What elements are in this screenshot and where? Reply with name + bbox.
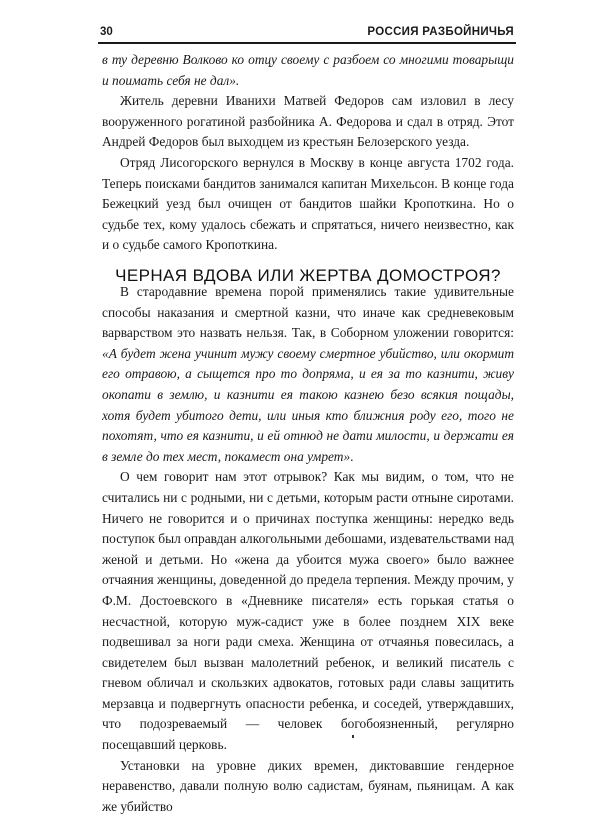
paragraph-gender-inequality: Установки на уровне диких времен, диктовавшие гендерное неравенство, давали полную волю садистам, буянам, пьяницам. А как же убийство (102, 757, 514, 814)
print-mark (352, 735, 354, 738)
quote-continuation: в ту деревню Волково ко отцу своему с разбоем со многими товарыщи и поимать себя не дал». (102, 52, 514, 88)
section-heading: ЧЕРНАЯ ВДОВА ИЛИ ЖЕРТВА ДОМОСТРОЯ? (115, 266, 501, 286)
paragraph-intro-text: В стародавние времена порой применялись такие удивительные способы наказания и смертной казни, что иначе как средневековым варварством это назвать нельзя. Так, в Соборном уложении говорится: (102, 284, 514, 341)
page-header (98, 24, 516, 44)
paragraph-sobornoe-ulozhenie (102, 282, 514, 467)
paragraph-dostoevsky: О чем говорит нам этот отрывок? Как мы видим, о том, что не считались ни с родными, ни с детьми, которым расти отныне сиротами. Ничего не говорится и о причинах поступка женщины: нередко ведь поступок был оправдан алкогольными дебошами, издевательствами над женой и детьми. Но «жена да убоится мужа своего» было важнее отчаяния женщины, доведенной до предела терпения. Между прочим, у Ф.М. Достоевского в «Дневнике писателя» есть горькая статья о несчастной, которую муж-садист уже в более позднем XIX веке подвешивал за ноги ради смеха. Женщина от отчаянья повесилась, а свидетелем был вызван малолетний ребенок, и великий писатель с гневом обличал и скользких адвокатов, готовых ради славы защитить мерзавца и подвергнуть опасности ребенка, и соседей, утверждавших, что подозреваемый — человек богобоязненный, регулярно посещавший церковь. (102, 469, 514, 753)
paragraph-fedorov: Житель деревни Иванихи Матвей Федоров сам изловил в лесу вооруженного рогатиной разбойника А. Федорова и сдал в отряд. Этот Андрей Федоров был выходцем из крестьян Белозерского уезда. (102, 93, 514, 150)
ulozhenie-quote: «А будет жена учинит мужу своему смертное убийство, или окормит его отравою, а сыщется про то допряма, и ея за то казнити, живу окопати в землю, и казнити ея такою казнею безо всякия пощады, хотя будет убитого дети, или иныя кто ближния роду его, того не похотят, что ея казнити, и ей отнюд не дати милости, и держати ея в земле до тех мест, покамест она умрет» (102, 345, 514, 464)
bottom-text-block (102, 282, 514, 817)
paragraph-end-punct: . (350, 448, 354, 464)
paragraph-lisogorsky: Отряд Лисогорского вернулся в Москву в конце августа 1702 года. Теперь поисками бандитов занимался капитан Михельсон. В конце года Бежецкий уезд был очищен от бандитов шайки Кропоткина. Но о судьбе тех, кому удалось сбежать и спрятаться, ничего неизвестно, как и о судьбе самого Кропоткина. (102, 154, 514, 253)
running-title: РОССИЯ РАЗБОЙНИЧЬЯ (367, 26, 514, 38)
top-text-block (102, 50, 514, 256)
page-number: 30 (100, 26, 113, 38)
